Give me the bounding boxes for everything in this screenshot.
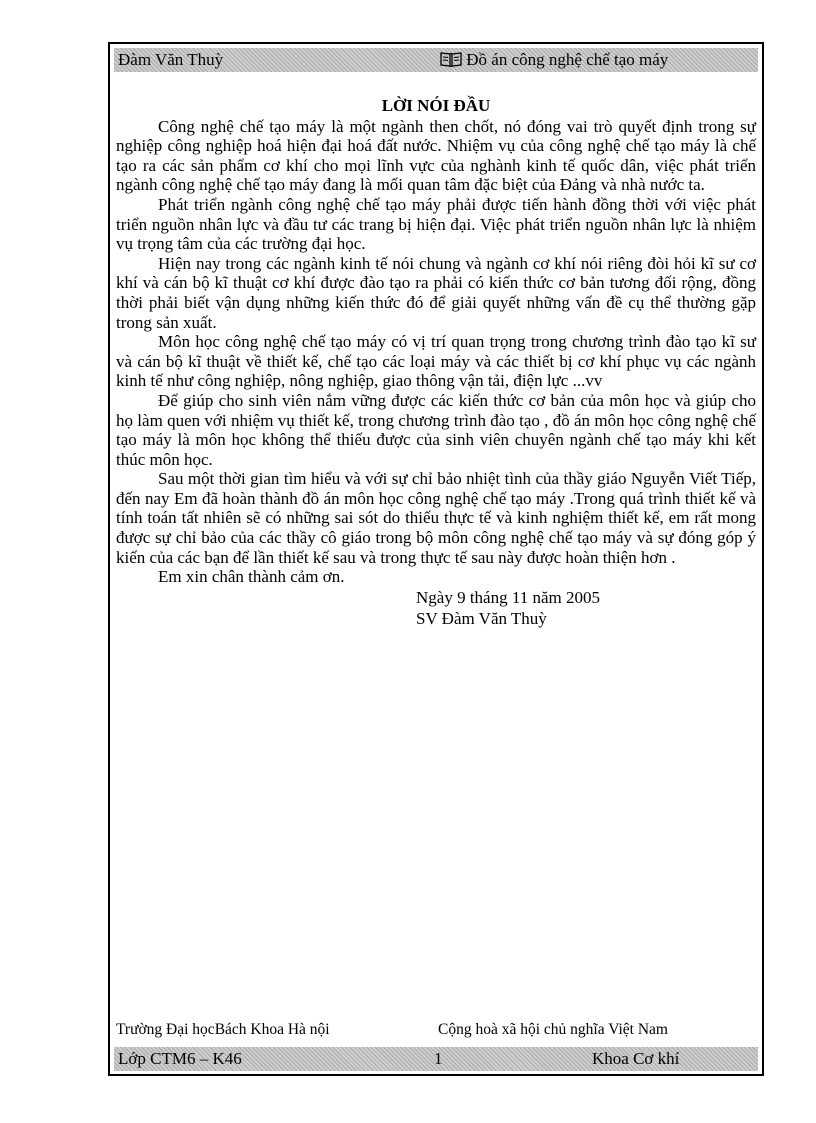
footer-faculty: Khoa Cơ khí <box>592 1049 680 1068</box>
closing-line: Em xin chân thành cảm ơn. <box>158 567 345 587</box>
footer-school: Trường Đại họcBách Khoa Hà nội <box>116 1021 330 1038</box>
header-title: Đồ án công nghệ chế tạo máy <box>466 50 669 69</box>
header-author: Đàm Văn Thuỳ <box>118 50 224 69</box>
header-band <box>114 48 758 72</box>
paragraph: Để giúp cho sinh viên nắm vững được các kiến thức cơ bản của môn học và giúp cho họ làm quen với nhiệm vụ thiết kế, trong chương trình đào tạo , đồ án môn học công nghệ chế tạo máy là môn học không thể thiếu được của sinh viên chuyên ngành chế tạo máy khi kết thúc môn học. <box>116 390 756 469</box>
paragraph: Phát triển ngành công nghệ chế tạo máy phải được tiến hành đồng thời với việc phát triển nguồn nhân lực và đầu tư các trang bị hiện đại. Việc phát triển nguồn nhân lực là nhiệm vụ trọng tâm của các trường đại học. <box>116 194 756 254</box>
footer-class: Lớp CTM6 – K46 <box>118 1049 242 1068</box>
footer-country: Cộng hoà xã hội chủ nghĩa Việt Nam <box>438 1021 668 1038</box>
header-title-group <box>440 48 668 72</box>
book-icon <box>440 51 462 67</box>
paragraph: Hiện nay trong các ngành kinh tế nói chung và ngành cơ khí nói riêng đòi hỏi kĩ sư cơ khí và cán bộ kĩ thuật cơ khí được đào tạo ra phải có kiến thức cơ bản tương đối rộng, đồng thời phải biết vận dụng những kiến thức đó để giải quyết những vấn đề cụ thể thường gặp trong sản xuất. <box>116 253 756 332</box>
page-border <box>108 42 764 1076</box>
date-line: Ngày 9 tháng 11 năm 2005 <box>416 587 600 607</box>
footer-band <box>114 1047 758 1071</box>
page-title: LỜI NÓI ĐẦU <box>381 96 491 115</box>
document-body <box>116 96 756 629</box>
paragraph: Môn học công nghệ chế tạo máy có vị trí quan trọng trong chương trình đào tạo kĩ sư và cán bộ kĩ thuật về thiết kế, chế tạo các loại máy và các thiết bị cơ khí phục vụ các ngành kinh tế như công nghiệp, nông nghiệp, giao thông vận tải, điện lực ...vv <box>116 332 756 391</box>
paragraph: Công nghệ chế tạo máy là một ngành then chốt, nó đóng vai trò quyết định trong sự nghiệp công nghiệp hoá hiện đại hoá đất nước. Nhiệm vụ của công nghệ chế tạo máy là chế tạo ra các sản phẩm cơ khí cho mọi lĩnh vực của nghành kinh tế quốc dân, việc phát triển ngành công nghệ chế tạo máy đang là mối quan tâm đặc biệt của Đảng và nhà nước ta. <box>116 116 756 195</box>
page-number: 1 <box>434 1049 443 1068</box>
signature-line: SV Đàm Văn Thuỳ <box>416 608 547 628</box>
paragraph: Sau một thời gian tìm hiểu và với sự chỉ bảo nhiệt tình của thầy giáo Nguyễn Viết Tiếp, đến nay Em đã hoàn thành đồ án môn học công nghệ chế tạo máy .Trong quá trình thiết kế và tính toán tất nhiên sẽ có những sai sót do thiếu thực tế và kinh nghiệm thiết kế, em rất mong được sự chỉ bảo của các thầy cô giáo trong bộ môn công nghệ chế tạo máy và sự đóng góp ý kiến của các bạn để lần thiết kế sau và trong thực tế sau này được hoàn thiện hơn . <box>116 469 756 567</box>
